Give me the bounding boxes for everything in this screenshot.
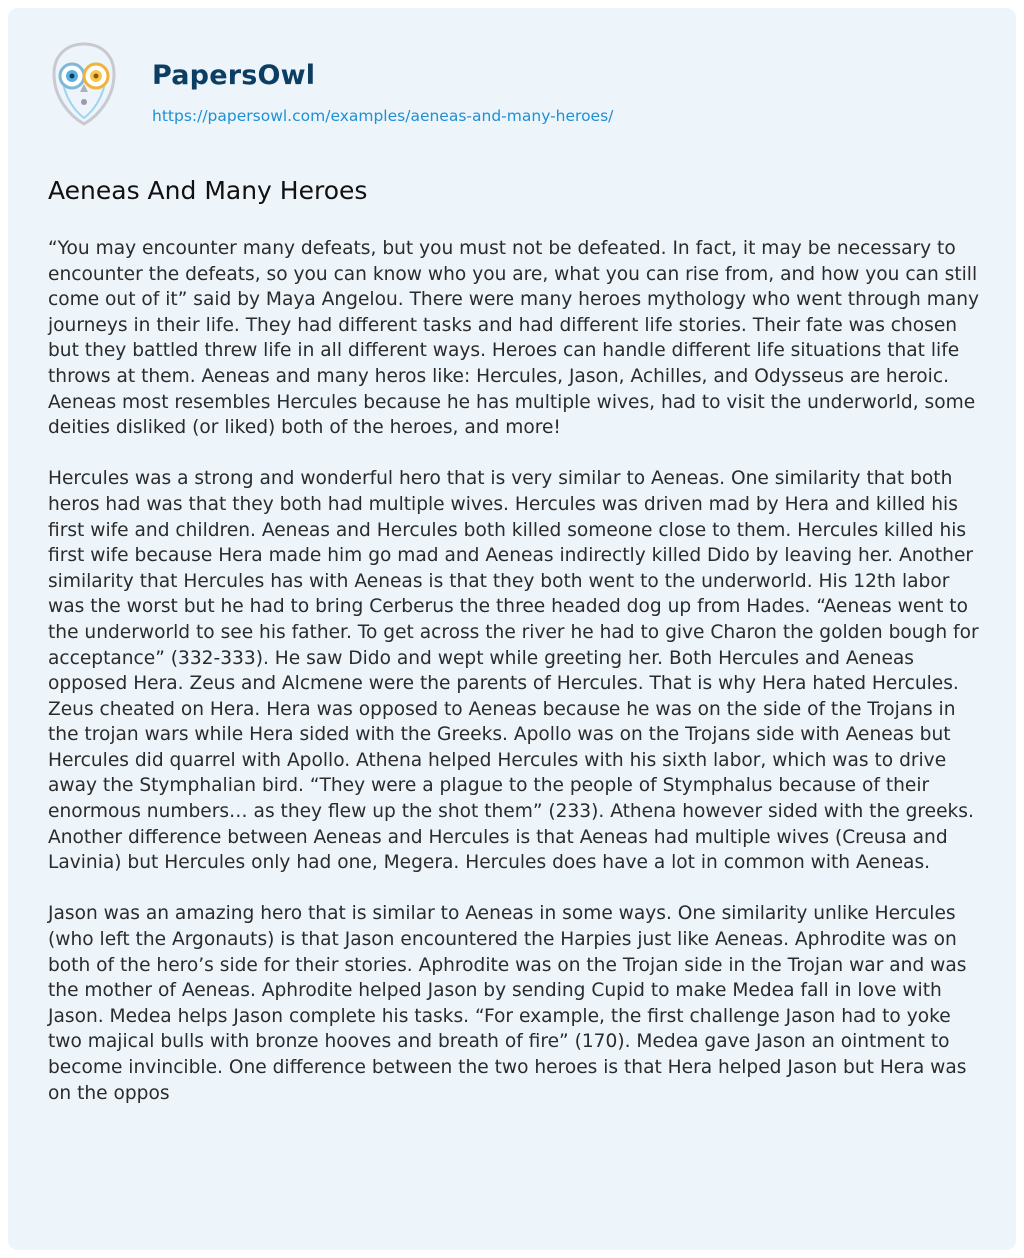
paragraph: Jason was an amazing hero that is similar to Aeneas in some ways. One similarity unlike Hercules (who left the Argonauts) is that Jason encountered the Harpies just like Aeneas. Aphrodite was on both of the hero’s side for their stories. Aphrodite was on the Trojan side in the Trojan war and was the mother of Aeneas. Aphrodite helped Jason by sending Cupid to make Medea fall in love with Jason. Medea helps Jason complete his tasks. “For example, the first challenge Jason had to yoke two majical bulls with bronze hooves and breath of fire” (170). Medea gave Jason an ointment to become invincible. One difference between the two heroes is that Hera helped Jason but Hera was on the oppos — [48, 903, 967, 1104]
article-title: Aeneas And Many Heroes — [48, 176, 368, 205]
owl-logo-icon — [48, 38, 120, 128]
article-body — [48, 236, 986, 1132]
source-url-link[interactable]: https://papersowl.com/examples/aeneas-and-many-heroes/ — [152, 107, 614, 125]
brand-name: PapersOwl — [152, 60, 316, 91]
header — [48, 38, 948, 128]
paragraph: Hercules was a strong and wonderful hero that is very similar to Aeneas. One similarity that both heros had was that they both had multiple wives. Hercules was driven mad by Hera and killed his first wife and children. Aeneas and Hercules both killed someone close to them. Hercules killed his first wife because Hera made him go mad and Aeneas indirectly killed Dido by leaving her. Another similarity that Hercules has with Aeneas is that they both went to the underworld. His 12th labor was the worst but he had to bring Cerberus the three headed dog up from Hades. “Aeneas went to the underworld to see his father. To get across the river he had to give Charon the golden bough for acceptance” (332-333). He saw Dido and wept while greeting her. Both Hercules and Aeneas opposed Hera. Zeus and Alcmene were the parents of Hercules. That is why Hera hated Hercules. Zeus cheated on Hera. Hera was opposed to Aeneas because he was on the side of the Trojans in the trojan wars while Hera sided with the Greeks. Apollo was on the Trojans side with Aeneas but Hercules did quarrel with Apollo. Athena helped Hercules with his sixth labor, which was to drive away the Stymphalian bird. “They were a plague to the people of Stymphalus because of their enormous numbers… as they flew up the shot them” (233). Athena however sided with the greeks. Another difference between Aeneas and Hercules is that Aeneas had multiple wives (Creusa and Lavinia) but Hercules only had one, Megera. Hercules does have a lot in common with Aeneas. — [48, 468, 979, 874]
document-page — [8, 8, 1016, 1250]
paragraph: “You may encounter many defeats, but you must not be defeated. In fact, it may be necessary to encounter the defeats, so you can know who you are, what you can rise from, and how you can still come out of it” said by Maya Angelou. There were many heroes mythology who went through many journeys in their life. They had different tasks and had different life stories. Their fate was chosen but they battled threw life in all different ways. Heroes can handle different life situations that life throws at them. Aeneas and many heros like: Hercules, Jason, Achilles, and Odysseus are heroic. Aeneas most resembles Hercules because he has multiple wives, had to visit the underworld, some deities disliked (or liked) both of the heroes, and more! — [48, 238, 980, 439]
